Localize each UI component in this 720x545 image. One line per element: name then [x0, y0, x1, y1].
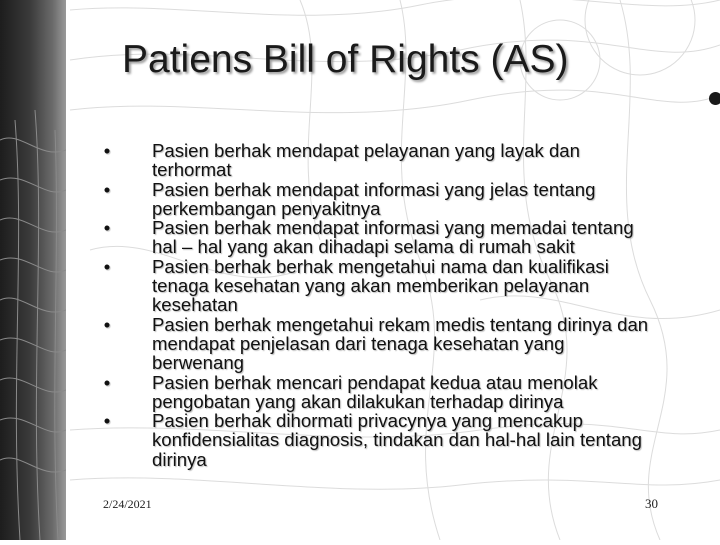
bullet-marker: •: [103, 313, 111, 335]
bullet-marker: •: [103, 178, 111, 200]
bullet-text: Pasien berhak berhak mengetahui nama dan kualifikasi tenaga kesehatan yang akan memberikan pelayanan kesehatan: [152, 255, 609, 316]
bullet-item: [100, 315, 660, 373]
bullet-item: [100, 373, 660, 412]
page-number: 30: [645, 496, 658, 511]
slide-title: Patiens Bill of Rights (AS): [122, 38, 569, 81]
footer-date: 2/24/2021: [103, 497, 152, 511]
bullet-marker: •: [103, 371, 111, 393]
bullet-item: [100, 257, 660, 315]
side-wireframe: [0, 0, 66, 540]
bullet-item: [100, 141, 660, 180]
rights-bullet-list: [100, 141, 660, 469]
bullet-text: Pasien berhak mencari pendapat kedua atau menolak pengobatan yang akan dilakukan terhadap dirinya: [152, 371, 598, 412]
bullet-item: [100, 411, 660, 469]
bullet-item: [100, 218, 660, 257]
bullet-marker: •: [103, 255, 111, 277]
bullet-text: Pasien berhak mengetahui rekam medis tentang dirinya dan mendapat penjelasan dari tenaga kesehatan yang berwenang: [152, 313, 649, 374]
bullet-text: Pasien berhak mendapat informasi yang memadai tentang hal – hal yang akan dihadapi selama di rumah sakit: [152, 217, 634, 258]
bullet-marker: •: [103, 217, 111, 239]
bullet-marker: •: [103, 140, 111, 161]
bullet-text: Pasien berhak mendapat informasi yang jelas tentang perkembangan penyakitnya: [152, 178, 596, 219]
bullet-text: Pasien berhak mendapat pelayanan yang layak dan terhormat: [152, 140, 580, 181]
bullet-text: Pasien berhak dihormati privacynya yang mencakup konfidensialitas diagnosis, tindakan dan hal-hal lain tentang dirinya: [152, 410, 642, 470]
decorative-side-strip: [0, 0, 66, 540]
bullet-item: [100, 180, 660, 219]
decorative-dot: [709, 92, 720, 105]
bullet-marker: •: [103, 410, 111, 432]
